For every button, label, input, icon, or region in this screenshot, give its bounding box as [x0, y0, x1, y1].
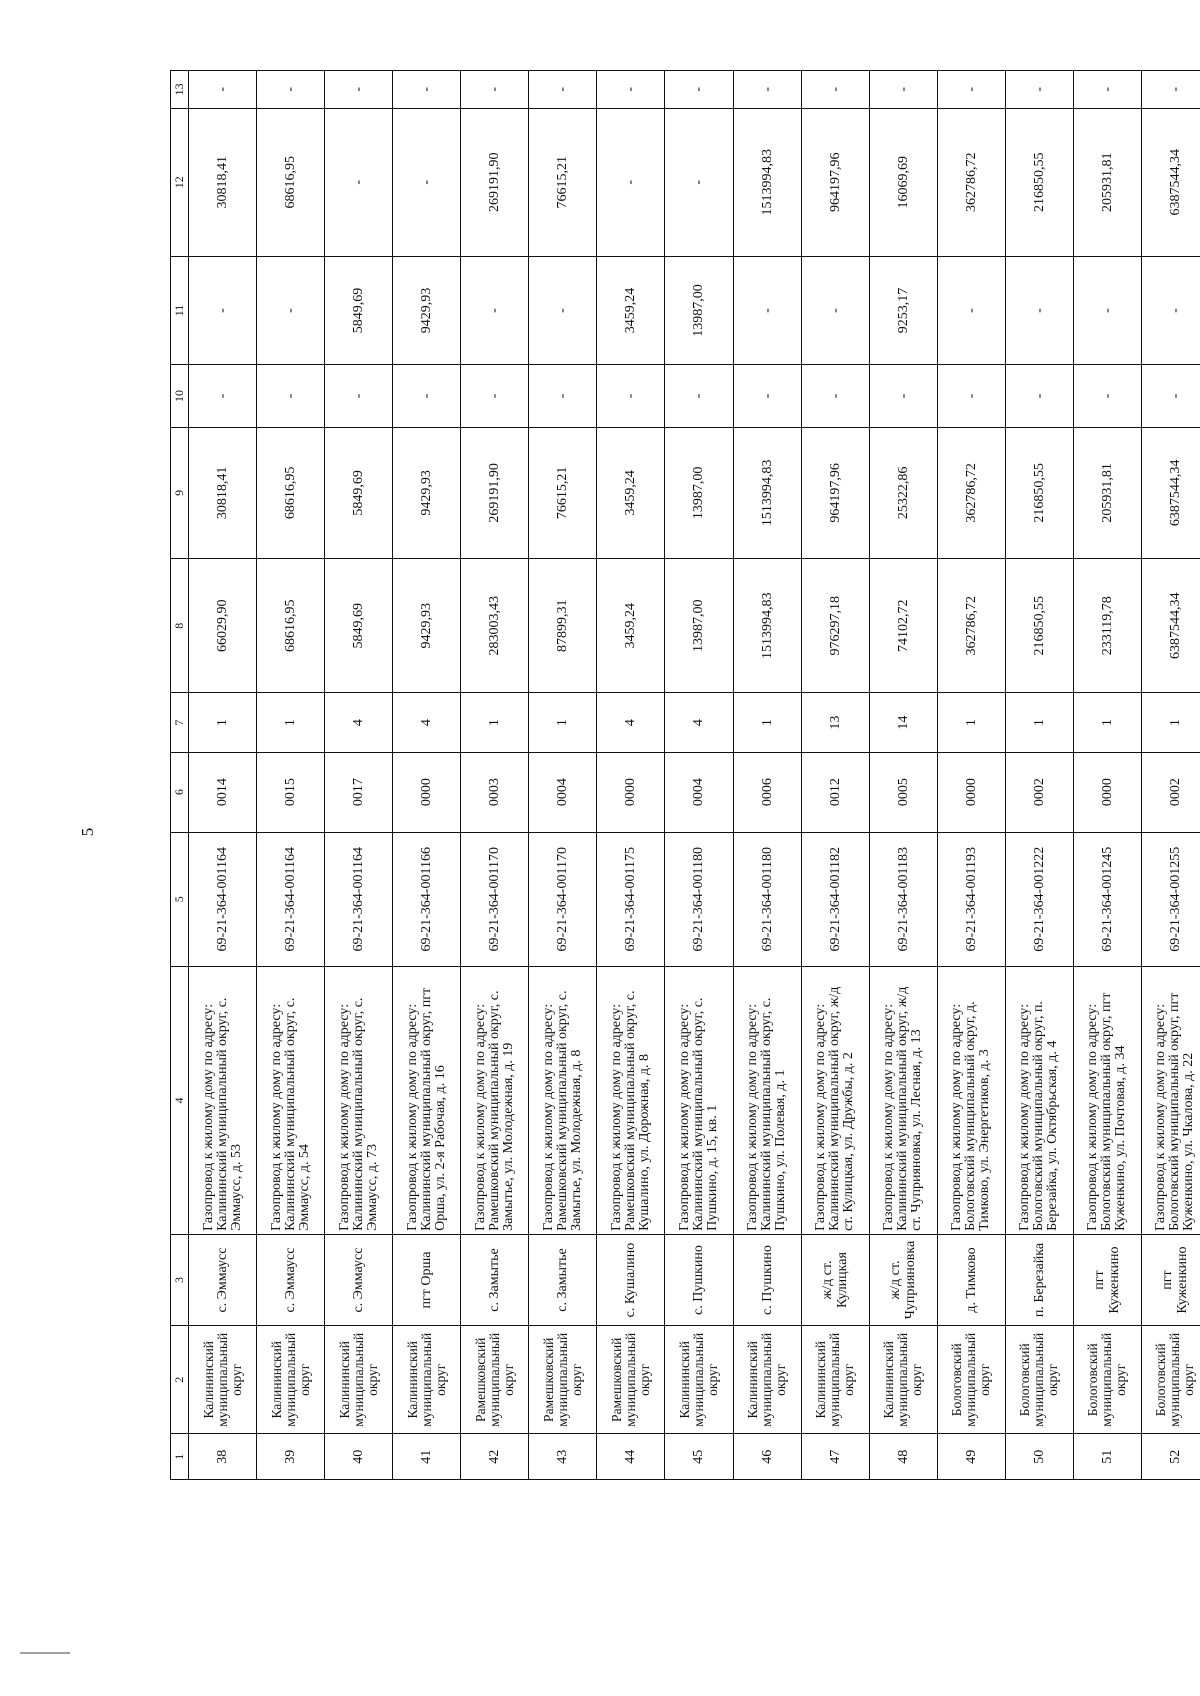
col-12-value-cell: 68616,95 — [257, 108, 325, 256]
col-12-value-cell: - — [325, 108, 393, 256]
header-cell: 7 — [171, 693, 189, 752]
sub-number-cell: 0014 — [189, 752, 257, 832]
col-10-value-cell: - — [869, 365, 937, 428]
header-row — [171, 71, 189, 1480]
table-body — [171, 71, 1200, 1480]
cost-subsidy-cell: 9429,93 — [393, 427, 461, 558]
col-10-value-cell: - — [257, 365, 325, 428]
cost-total-cell: 3459,24 — [597, 558, 665, 693]
district-cell: Калининский муниципальный округ — [869, 1326, 937, 1434]
row-number-cell: 44 — [597, 1434, 665, 1480]
category-cell: 1 — [937, 693, 1005, 752]
register-number-cell: 69-21-364-001166 — [393, 832, 461, 967]
table-row — [869, 71, 937, 1480]
settlement-cell: с. Пушкино — [733, 1234, 801, 1325]
scan-mark — [20, 1652, 70, 1654]
cost-subsidy-cell: 1513994,83 — [733, 427, 801, 558]
district-cell: Калининский муниципальный округ — [733, 1326, 801, 1434]
col-12-value-cell: 964197,96 — [801, 108, 869, 256]
table-row — [325, 71, 393, 1480]
header-cell: 9 — [171, 427, 189, 558]
sub-number-cell: 0000 — [1073, 752, 1141, 832]
col-10-value-cell: - — [665, 365, 733, 428]
object-description-cell: Газопровод к жилому дому по адресу: Калининский муниципальный округ, с. Эммаусс, д. 53 — [189, 967, 257, 1235]
category-cell: 4 — [665, 693, 733, 752]
category-cell: 1 — [461, 693, 529, 752]
object-description-cell: Газопровод к жилому дому по адресу: Рамешковский муниципальный округ, с. Замытье, ул. Молодежная, д. 19 — [461, 967, 529, 1235]
header-cell: 12 — [171, 108, 189, 256]
col-11-value-cell: - — [937, 256, 1005, 364]
register-number-cell: 69-21-364-001245 — [1073, 832, 1141, 967]
cost-total-cell: 5849,69 — [325, 558, 393, 693]
category-cell: 1 — [733, 693, 801, 752]
cost-subsidy-cell: 216850,55 — [1005, 427, 1073, 558]
register-number-cell: 69-21-364-001255 — [1141, 832, 1200, 967]
row-number-cell: 48 — [869, 1434, 937, 1480]
object-description-cell: Газопровод к жилому дому по адресу: Бологовский муниципальный округ, п. Березайка, ул. Октябрьская, д. 4 — [1005, 967, 1073, 1235]
settlement-cell: с. Эммаусс — [325, 1234, 393, 1325]
category-cell: 13 — [801, 693, 869, 752]
register-number-cell: 69-21-364-001170 — [461, 832, 529, 967]
table-row — [1005, 71, 1073, 1480]
category-cell: 1 — [257, 693, 325, 752]
row-number-cell: 50 — [1005, 1434, 1073, 1480]
settlement-cell: ж/д ст. Кулицкая — [801, 1234, 869, 1325]
district-cell: Калининский муниципальный округ — [325, 1326, 393, 1434]
category-cell: 14 — [869, 693, 937, 752]
sub-number-cell: 0002 — [1005, 752, 1073, 832]
table-row — [529, 71, 597, 1480]
col-13-value-cell: - — [461, 71, 529, 109]
settlement-cell: с. Замытье — [529, 1234, 597, 1325]
district-cell: Калининский муниципальный округ — [801, 1326, 869, 1434]
district-cell: Рамешковский муниципальный округ — [597, 1326, 665, 1434]
data-table — [170, 70, 1200, 1480]
register-number-cell: 69-21-364-001164 — [325, 832, 393, 967]
table-row — [1141, 71, 1200, 1480]
category-cell: 1 — [1005, 693, 1073, 752]
category-cell: 1 — [529, 693, 597, 752]
row-number-cell: 41 — [393, 1434, 461, 1480]
settlement-cell: д. Тимково — [937, 1234, 1005, 1325]
object-description-cell: Газопровод к жилому дому по адресу: Калининский муниципальный округ, с. Пушкино, д. 15, кв. 1 — [665, 967, 733, 1235]
settlement-cell: с. Эммаусс — [257, 1234, 325, 1325]
cost-subsidy-cell: 3459,24 — [597, 427, 665, 558]
col-11-value-cell: 13987,00 — [665, 256, 733, 364]
sub-number-cell: 0017 — [325, 752, 393, 832]
col-10-value-cell: - — [1005, 365, 1073, 428]
col-10-value-cell: - — [1073, 365, 1141, 428]
register-number-cell: 69-21-364-001193 — [937, 832, 1005, 967]
col-11-value-cell: 5849,69 — [325, 256, 393, 364]
col-10-value-cell: - — [937, 365, 1005, 428]
row-number-cell: 51 — [1073, 1434, 1141, 1480]
col-13-value-cell: - — [665, 71, 733, 109]
sub-number-cell: 0000 — [937, 752, 1005, 832]
district-cell: Бологовский муниципальный округ — [1073, 1326, 1141, 1434]
col-12-value-cell: 1513994,83 — [733, 108, 801, 256]
settlement-cell: с. Кушалино — [597, 1234, 665, 1325]
col-13-value-cell: - — [937, 71, 1005, 109]
category-cell: 1 — [1073, 693, 1141, 752]
cost-subsidy-cell: 25322,86 — [869, 427, 937, 558]
row-number-cell: 46 — [733, 1434, 801, 1480]
district-cell: Калининский муниципальный округ — [393, 1326, 461, 1434]
col-13-value-cell: - — [733, 71, 801, 109]
cost-total-cell: 87899,31 — [529, 558, 597, 693]
cost-total-cell: 362786,72 — [937, 558, 1005, 693]
row-number-cell: 39 — [257, 1434, 325, 1480]
header-cell: 11 — [171, 256, 189, 364]
sub-number-cell: 0000 — [597, 752, 665, 832]
object-description-cell: Газопровод к жилому дому по адресу: Бологовский муниципальный округ, пгт Куженкино, ул. Чкалова, д. 22 — [1141, 967, 1200, 1235]
cost-total-cell: 1513994,83 — [733, 558, 801, 693]
object-description-cell: Газопровод к жилому дому по адресу: Бологовский муниципальный округ, пгт Куженкино, ул. Почтовая, д. 34 — [1073, 967, 1141, 1235]
table-row — [189, 71, 257, 1480]
col-10-value-cell: - — [393, 365, 461, 428]
header-cell: 5 — [171, 832, 189, 967]
category-cell: 1 — [1141, 693, 1200, 752]
col-10-value-cell: - — [461, 365, 529, 428]
table-row — [937, 71, 1005, 1480]
sub-number-cell: 0012 — [801, 752, 869, 832]
district-cell: Рамешковский муниципальный округ — [529, 1326, 597, 1434]
row-number-cell: 43 — [529, 1434, 597, 1480]
col-11-value-cell: - — [257, 256, 325, 364]
district-cell: Бологовский муниципальный округ — [937, 1326, 1005, 1434]
header-cell: 1 — [171, 1434, 189, 1480]
table-row — [1073, 71, 1141, 1480]
object-description-cell: Газопровод к жилому дому по адресу: Рамешковский муниципальный округ, с. Замытье, ул. Молодежная, д. 8 — [529, 967, 597, 1235]
row-number-cell: 42 — [461, 1434, 529, 1480]
category-cell: 4 — [393, 693, 461, 752]
col-12-value-cell: 269191,90 — [461, 108, 529, 256]
col-10-value-cell: - — [325, 365, 393, 428]
header-cell: 3 — [171, 1234, 189, 1325]
object-description-cell: Газопровод к жилому дому по адресу: Калининский муниципальный округ, с. Эммаусс, д. 54 — [257, 967, 325, 1235]
register-number-cell: 69-21-364-001170 — [529, 832, 597, 967]
rotated-table-container — [170, 70, 1200, 1480]
cost-subsidy-cell: 964197,96 — [801, 427, 869, 558]
col-10-value-cell: - — [529, 365, 597, 428]
cost-subsidy-cell: 269191,90 — [461, 427, 529, 558]
col-12-value-cell: 216850,55 — [1005, 108, 1073, 256]
register-number-cell: 69-21-364-001164 — [257, 832, 325, 967]
cost-subsidy-cell: 362786,72 — [937, 427, 1005, 558]
object-description-cell: Газопровод к жилому дому по адресу: Калининский муниципальный округ, ж/д ст. Кулицкая, ул. Дружбы, д. 2 — [801, 967, 869, 1235]
cost-subsidy-cell: 6387544,34 — [1141, 427, 1200, 558]
sub-number-cell: 0004 — [665, 752, 733, 832]
register-number-cell: 69-21-364-001180 — [665, 832, 733, 967]
page-number: 5 — [78, 827, 97, 837]
category-cell: 4 — [325, 693, 393, 752]
row-number-cell: 38 — [189, 1434, 257, 1480]
sub-number-cell: 0015 — [257, 752, 325, 832]
register-number-cell: 69-21-364-001180 — [733, 832, 801, 967]
header-cell: 8 — [171, 558, 189, 693]
row-number-cell: 40 — [325, 1434, 393, 1480]
col-11-value-cell: 9429,93 — [393, 256, 461, 364]
col-13-value-cell: - — [1073, 71, 1141, 109]
col-12-value-cell: 205931,81 — [1073, 108, 1141, 256]
col-11-value-cell: - — [461, 256, 529, 364]
sub-number-cell: 0005 — [869, 752, 937, 832]
cost-subsidy-cell: 76615,21 — [529, 427, 597, 558]
row-number-cell: 52 — [1141, 1434, 1200, 1480]
settlement-cell: пгт Орша — [393, 1234, 461, 1325]
settlement-cell: пгт Куженкино — [1141, 1234, 1200, 1325]
col-13-value-cell: - — [393, 71, 461, 109]
district-cell: Калининский муниципальный округ — [189, 1326, 257, 1434]
register-number-cell: 69-21-364-001183 — [869, 832, 937, 967]
category-cell: 4 — [597, 693, 665, 752]
register-number-cell: 69-21-364-001164 — [189, 832, 257, 967]
table-row — [257, 71, 325, 1480]
col-10-value-cell: - — [801, 365, 869, 428]
cost-total-cell: 216850,55 — [1005, 558, 1073, 693]
object-description-cell: Газопровод к жилому дому по адресу: Калининский муниципальный округ, с. Пушкино, ул. Полевая, д. 1 — [733, 967, 801, 1235]
col-13-value-cell: - — [325, 71, 393, 109]
cost-subsidy-cell: 30818,41 — [189, 427, 257, 558]
row-number-cell: 49 — [937, 1434, 1005, 1480]
object-description-cell: Газопровод к жилому дому по адресу: Калининский муниципальный округ, ж/д ст. Чуприяновка, ул. Лесная, д. 13 — [869, 967, 937, 1235]
register-number-cell: 69-21-364-001175 — [597, 832, 665, 967]
settlement-cell: ж/д ст. Чуприяновка — [869, 1234, 937, 1325]
settlement-cell: с. Пушкино — [665, 1234, 733, 1325]
district-cell: Калининский муниципальный округ — [665, 1326, 733, 1434]
register-number-cell: 69-21-364-001222 — [1005, 832, 1073, 967]
table-row — [393, 71, 461, 1480]
object-description-cell: Газопровод к жилому дому по адресу: Рамешковский муниципальный округ, с. Кушалино, ул. Дорожная, д. 8 — [597, 967, 665, 1235]
cost-total-cell: 6387544,34 — [1141, 558, 1200, 693]
col-10-value-cell: - — [189, 365, 257, 428]
cost-total-cell: 13987,00 — [665, 558, 733, 693]
cost-subsidy-cell: 68616,95 — [257, 427, 325, 558]
cost-total-cell: 68616,95 — [257, 558, 325, 693]
cost-total-cell: 283003,43 — [461, 558, 529, 693]
col-12-value-cell: 30818,41 — [189, 108, 257, 256]
col-12-value-cell: - — [597, 108, 665, 256]
row-number-cell: 45 — [665, 1434, 733, 1480]
col-11-value-cell: - — [733, 256, 801, 364]
col-10-value-cell: - — [733, 365, 801, 428]
col-13-value-cell: - — [1141, 71, 1200, 109]
cost-subsidy-cell: 205931,81 — [1073, 427, 1141, 558]
col-10-value-cell: - — [1141, 365, 1200, 428]
cost-total-cell: 233119,78 — [1073, 558, 1141, 693]
settlement-cell: с. Замытье — [461, 1234, 529, 1325]
header-cell: 13 — [171, 71, 189, 109]
cost-total-cell: 66029,90 — [189, 558, 257, 693]
header-cell: 6 — [171, 752, 189, 832]
settlement-cell: пгт Куженкино — [1073, 1234, 1141, 1325]
col-11-value-cell: - — [1005, 256, 1073, 364]
col-13-value-cell: - — [597, 71, 665, 109]
cost-total-cell: 9429,93 — [393, 558, 461, 693]
col-11-value-cell: - — [801, 256, 869, 364]
col-13-value-cell: - — [529, 71, 597, 109]
col-13-value-cell: - — [257, 71, 325, 109]
cost-subsidy-cell: 13987,00 — [665, 427, 733, 558]
cost-total-cell: 976297,18 — [801, 558, 869, 693]
col-11-value-cell: - — [1073, 256, 1141, 364]
col-11-value-cell: - — [529, 256, 597, 364]
object-description-cell: Газопровод к жилому дому по адресу: Бологовский муниципальный округ, д. Тимково, ул. Энергетиков, д. 3 — [937, 967, 1005, 1235]
col-12-value-cell: 76615,21 — [529, 108, 597, 256]
sub-number-cell: 0003 — [461, 752, 529, 832]
header-cell: 4 — [171, 967, 189, 1235]
cost-total-cell: 74102,72 — [869, 558, 937, 693]
col-12-value-cell: - — [393, 108, 461, 256]
settlement-cell: п. Березайка — [1005, 1234, 1073, 1325]
col-12-value-cell: 16069,69 — [869, 108, 937, 256]
settlement-cell: с. Эммаусс — [189, 1234, 257, 1325]
col-10-value-cell: - — [597, 365, 665, 428]
cost-subsidy-cell: 5849,69 — [325, 427, 393, 558]
col-11-value-cell: 9253,17 — [869, 256, 937, 364]
col-13-value-cell: - — [801, 71, 869, 109]
register-number-cell: 69-21-364-001182 — [801, 832, 869, 967]
header-cell: 2 — [171, 1326, 189, 1434]
col-11-value-cell: - — [1141, 256, 1200, 364]
district-cell: Бологовский муниципальный округ — [1005, 1326, 1073, 1434]
category-cell: 1 — [189, 693, 257, 752]
sub-number-cell: 0006 — [733, 752, 801, 832]
district-cell: Калининский муниципальный округ — [257, 1326, 325, 1434]
table-row — [597, 71, 665, 1480]
header-cell: 10 — [171, 365, 189, 428]
table-row — [801, 71, 869, 1480]
col-13-value-cell: - — [1005, 71, 1073, 109]
sub-number-cell: 0000 — [393, 752, 461, 832]
sub-number-cell: 0002 — [1141, 752, 1200, 832]
col-12-value-cell: - — [665, 108, 733, 256]
col-11-value-cell: 3459,24 — [597, 256, 665, 364]
object-description-cell: Газопровод к жилому дому по адресу: Калининский муниципальный округ, с. Эммаусс, д. 73 — [325, 967, 393, 1235]
object-description-cell: Газопровод к жилому дому по адресу: Калининский муниципальный округ, пгт Орша, ул. 2-я Рабочая, д. 16 — [393, 967, 461, 1235]
col-13-value-cell: - — [189, 71, 257, 109]
col-13-value-cell: - — [869, 71, 937, 109]
col-12-value-cell: 362786,72 — [937, 108, 1005, 256]
sub-number-cell: 0004 — [529, 752, 597, 832]
district-cell: Рамешковский муниципальный округ — [461, 1326, 529, 1434]
district-cell: Бологовский муниципальный округ — [1141, 1326, 1200, 1434]
col-11-value-cell: - — [189, 256, 257, 364]
row-number-cell: 47 — [801, 1434, 869, 1480]
table-row — [461, 71, 529, 1480]
table-row — [733, 71, 801, 1480]
table-row — [665, 71, 733, 1480]
col-12-value-cell: 6387544,34 — [1141, 108, 1200, 256]
